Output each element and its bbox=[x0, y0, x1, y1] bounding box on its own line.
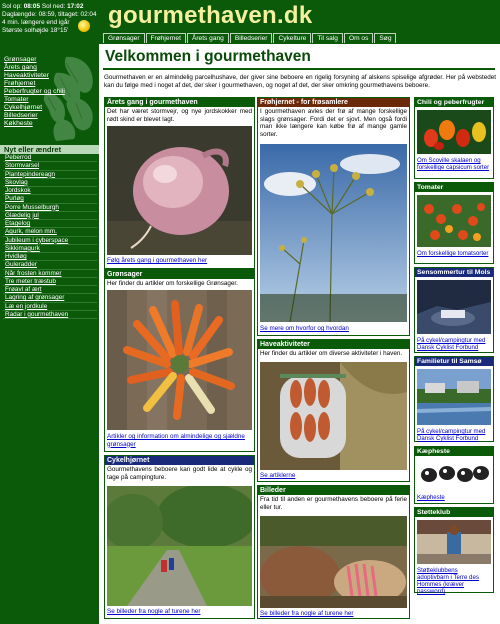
sunset-label: Sol ned: bbox=[41, 3, 66, 10]
tab-froehjernet[interactable]: Frøhjernet bbox=[146, 33, 186, 43]
new-item[interactable]: Guleradder bbox=[3, 261, 97, 269]
new-item[interactable]: Jordskok bbox=[3, 187, 97, 195]
new-item[interactable]: Agurk, melon mm. bbox=[3, 228, 97, 236]
top-nav bbox=[103, 33, 397, 43]
new-changed-list bbox=[3, 154, 97, 319]
menu-cykelhjoernet[interactable]: Cykelhjørnet bbox=[4, 104, 43, 111]
dill-seed-image[interactable] bbox=[260, 144, 407, 322]
box-text: Fra tid til anden er gourmethavens beboere på ferie eller tur. bbox=[260, 496, 407, 511]
site-header bbox=[99, 0, 500, 44]
new-item[interactable]: Hvidløg bbox=[3, 253, 97, 261]
box-heading: Årets gang i gourmethaven bbox=[105, 98, 254, 107]
max-sun-height: Største solhøjde 18°15' bbox=[2, 27, 69, 34]
tab-billedserier[interactable]: Billedserier bbox=[230, 33, 273, 43]
new-item[interactable]: Frøavl af ært bbox=[3, 286, 97, 294]
box-text: Her finder du artikler om forskellige Grønsager. bbox=[107, 280, 238, 287]
new-item[interactable]: Plantepindereagn bbox=[3, 171, 97, 179]
tab-cykelture[interactable]: Cykelture bbox=[273, 33, 311, 43]
link-groensager[interactable]: Artikler og information om almindelige og sjældne grønsager bbox=[107, 433, 245, 448]
link-chili[interactable]: Om Scoville skalaen og forskellige capsicum sorter bbox=[417, 157, 490, 171]
new-item[interactable]: Purløg bbox=[3, 195, 97, 203]
box-kaepheste bbox=[414, 446, 494, 504]
box-haveaktiviteter bbox=[257, 339, 410, 482]
stoetteklub-image[interactable] bbox=[417, 520, 491, 564]
box-cykelhjoernet bbox=[104, 455, 255, 619]
site-logo[interactable]: gourmethaven.dk bbox=[108, 2, 313, 29]
samsoe-image[interactable] bbox=[417, 369, 491, 425]
jordskok-image[interactable] bbox=[107, 126, 252, 255]
menu-froehjernet[interactable]: Frøhjernet bbox=[4, 80, 36, 87]
box-heading: Kæpheste bbox=[415, 447, 493, 456]
box-mols bbox=[414, 267, 494, 353]
new-item[interactable]: Læ en jordkule bbox=[3, 303, 97, 311]
box-text: Det har været stormvejr, og nye jordskokker med rødt skind er blevet lagt. bbox=[107, 108, 252, 123]
intro-text: Gourmethaven er en almindelig parcelhushave, der giver sine beboere en rigelig forsyning af alskens spiselige afgrøder. Her på webstedet kan du følge med i noget af det, der sker i gourmethaven, og noget af det, der sker omkring gourmethavens beboere. bbox=[104, 74, 496, 90]
new-item[interactable]: Når frosten kommer bbox=[3, 270, 97, 278]
tab-groensager[interactable]: Grønsager bbox=[103, 33, 145, 43]
new-item[interactable]: Jubileum i cyberspace bbox=[3, 237, 97, 245]
new-item[interactable]: Porre Musselburgh bbox=[3, 204, 97, 212]
chili-image[interactable] bbox=[417, 110, 491, 154]
box-tomater bbox=[414, 182, 494, 264]
tomato-image[interactable] bbox=[417, 195, 491, 247]
box-heading: Tomater bbox=[415, 183, 493, 192]
new-item[interactable]: Etagelog bbox=[3, 220, 97, 228]
holiday-image[interactable] bbox=[260, 516, 407, 608]
box-groensager bbox=[104, 269, 255, 452]
link-tomater[interactable]: Om forskellige tomatsorter bbox=[417, 250, 489, 257]
tab-om-os[interactable]: Om os bbox=[344, 33, 373, 43]
box-chili bbox=[414, 97, 494, 179]
new-item[interactable]: Sikkimagurk bbox=[3, 245, 97, 253]
link-haveaktiviteter[interactable]: Se artiklerne bbox=[260, 472, 296, 479]
sunrise-time: 08:05 bbox=[23, 3, 41, 10]
menu-tomater[interactable]: Tomater bbox=[4, 96, 29, 103]
new-item[interactable]: Skovlag bbox=[3, 179, 97, 187]
tab-soeg[interactable]: Søg bbox=[374, 33, 396, 43]
page-title: Velkommen i gourmethaven bbox=[105, 48, 311, 65]
tab-aarets-gang[interactable]: Årets gang bbox=[187, 33, 229, 43]
menu-groensager[interactable]: Grønsager bbox=[4, 56, 37, 63]
sidebar bbox=[0, 0, 99, 624]
link-billeder[interactable]: Se billeder fra nogle af turene her bbox=[260, 610, 354, 617]
menu-kaepheste[interactable]: Køkheste bbox=[4, 120, 33, 127]
link-kaepheste[interactable]: Kæpheste bbox=[417, 494, 445, 501]
box-heading: Billeder bbox=[258, 486, 409, 495]
box-samsoe bbox=[414, 356, 494, 442]
menu-aarets-gang[interactable]: Årets gang bbox=[4, 64, 37, 71]
box-heading: Familietur til Samsø bbox=[415, 357, 493, 366]
link-froehjernet[interactable]: Se mere om hvorfor og hvordan bbox=[260, 325, 349, 332]
box-aarets-gang bbox=[104, 97, 255, 269]
daylength: Daglængde: 08:59, tiltaget: 02:04 bbox=[2, 11, 97, 18]
mols-image[interactable] bbox=[417, 280, 491, 334]
new-changed-heading: Nyt eller ændret bbox=[0, 145, 99, 154]
new-item[interactable]: Lagring af grønsager bbox=[3, 294, 97, 302]
carrots-image[interactable] bbox=[107, 290, 252, 430]
new-item[interactable]: Radar i gourmethaven bbox=[3, 311, 97, 319]
link-samsoe[interactable]: På cykel/campingtur med Dansk Cyklist Forbund bbox=[417, 428, 486, 442]
box-billeder bbox=[257, 485, 410, 619]
sunset-time: 17:02 bbox=[67, 3, 84, 10]
box-text: I gourmethaven avles der frø af mange forskellige slags grønsager. Fordi det er sjovt. Men også fordi man ikke længere kan købe frø af mange gamle sorter. bbox=[260, 108, 407, 139]
box-text: Gourmethavens beboere kan godt lide at cykle og tage på campingture. bbox=[107, 466, 252, 481]
daylength-change: 4 min. længere end igår bbox=[2, 19, 70, 26]
link-cykelhjoernet[interactable]: Se billeder fra nogle af turene her bbox=[107, 608, 201, 615]
box-heading: Frøhjernet - for frøsamlere bbox=[258, 98, 409, 107]
box-heading: Grønsager bbox=[105, 270, 254, 279]
box-heading: Sensommertur til Mols bbox=[415, 268, 493, 277]
sun-icon bbox=[78, 20, 90, 32]
menu-haveaktiviteter[interactable]: Haveaktiviteter bbox=[4, 72, 49, 79]
menu-billedserier[interactable]: Billedserier bbox=[4, 112, 38, 119]
box-heading: Støtteklub bbox=[415, 508, 493, 517]
main-menu bbox=[0, 53, 99, 141]
menu-peberfrugter[interactable]: Peberfrugter og chili bbox=[4, 88, 65, 95]
box-stoetteklub bbox=[414, 507, 494, 593]
new-item[interactable]: Peberrod bbox=[3, 154, 97, 162]
storage-image[interactable] bbox=[260, 362, 407, 470]
box-froehjernet bbox=[257, 97, 410, 336]
box-heading: Haveaktiviteter bbox=[258, 340, 409, 349]
bike-trip-image[interactable] bbox=[107, 486, 252, 606]
title-divider bbox=[103, 68, 495, 70]
new-item[interactable]: Tre meter træstub bbox=[3, 278, 97, 286]
new-item[interactable]: Glædelig jul bbox=[3, 212, 97, 220]
new-item[interactable]: Stormvarsel bbox=[3, 162, 97, 170]
tab-til-salg[interactable]: Til salg bbox=[312, 33, 343, 43]
link-stoetteklub[interactable]: Støtteklubbens adoptivbarn i Terre des Hommes (kræver password) bbox=[417, 567, 479, 595]
box-text: Her finder du artikler om diverse aktiviteter i haven. bbox=[260, 350, 403, 357]
link-mols[interactable]: På cykel/campingtur med Dansk Cyklist Forbund bbox=[417, 337, 486, 351]
sunrise-label: Sol op: bbox=[2, 3, 22, 10]
box-heading: Cykelhjørnet bbox=[105, 456, 254, 465]
link-aarets-gang[interactable]: Følg årets gang i gourmethaven her bbox=[107, 257, 208, 264]
box-heading: Chili og peberfrugter bbox=[415, 98, 493, 107]
kaepheste-image[interactable] bbox=[417, 459, 491, 491]
